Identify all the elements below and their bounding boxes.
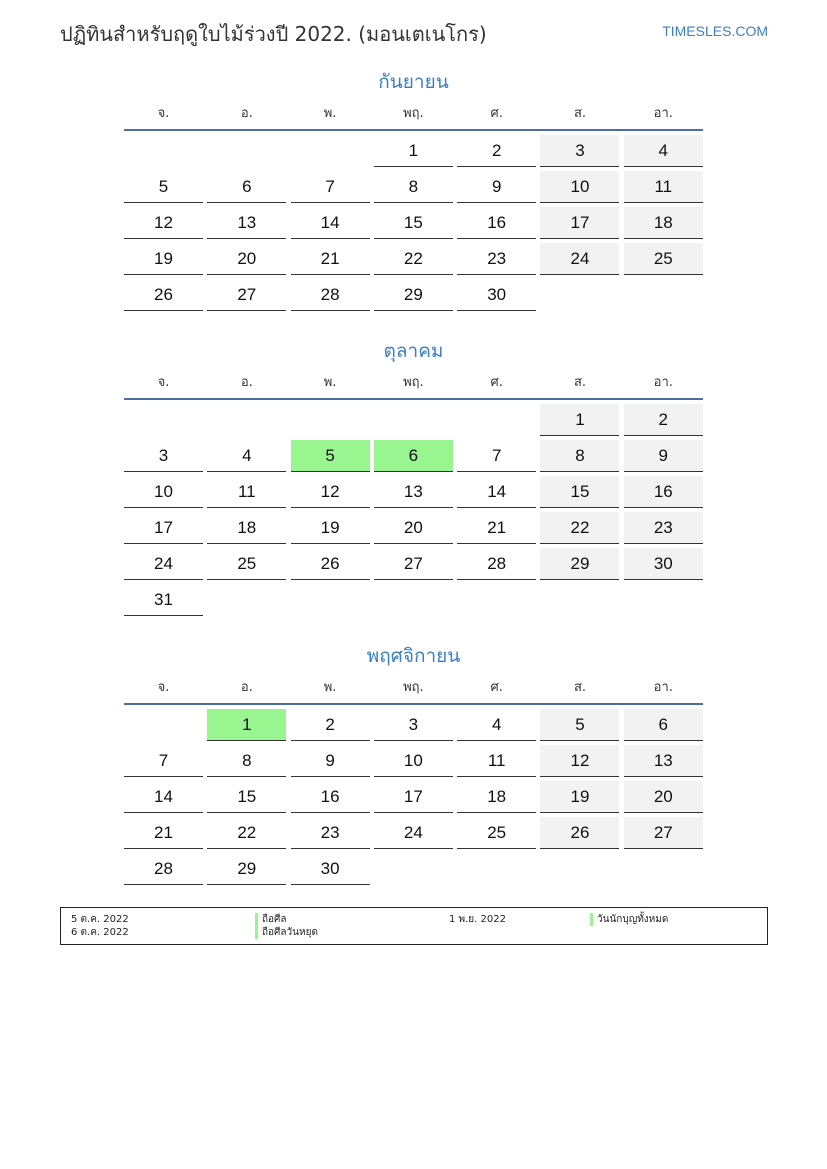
weekday-label: ส.	[573, 374, 587, 390]
weekday-label: พฤ.	[403, 679, 424, 695]
month-september	[124, 66, 703, 311]
day-cell: 31	[124, 584, 203, 616]
holiday-cell: 5	[291, 440, 370, 472]
legend-holiday-name: ถือศีลวันหยุด	[255, 926, 318, 939]
day-cell: 21	[457, 512, 536, 544]
day-cell: 11	[457, 745, 536, 777]
day-cell: 22	[374, 243, 453, 275]
legend-date: 5 ต.ค. 2022	[71, 914, 129, 925]
day-cell: 30	[624, 548, 703, 580]
weekday-label: อ.	[240, 105, 253, 121]
weekday-label: จ.	[157, 105, 170, 121]
day-cell: 3	[374, 709, 453, 741]
weekday-label: ศ.	[490, 374, 503, 390]
weekday-label: อา.	[653, 679, 673, 695]
legend-names-col-2	[590, 913, 668, 926]
legend-dates-col-2	[449, 913, 506, 926]
day-cell: 25	[457, 817, 536, 849]
empty-cell	[291, 404, 370, 436]
day-cell: 26	[124, 279, 203, 311]
holiday-legend	[60, 907, 768, 945]
day-cell: 7	[124, 745, 203, 777]
day-cell: 24	[124, 548, 203, 580]
day-cell: 28	[124, 853, 203, 885]
day-cell: 24	[374, 817, 453, 849]
day-cell: 4	[624, 135, 703, 167]
day-cell: 21	[124, 817, 203, 849]
month-title: ตุลาคม	[383, 340, 444, 362]
day-cell: 18	[207, 512, 286, 544]
day-cell: 17	[374, 781, 453, 813]
day-cell: 22	[540, 512, 619, 544]
weekday-label: พ.	[323, 374, 337, 390]
day-cell: 17	[124, 512, 203, 544]
legend-holiday-name: วันนักบุญทั้งหมด	[590, 913, 668, 926]
day-cell: 24	[540, 243, 619, 275]
day-cell: 1	[374, 135, 453, 167]
day-cell: 7	[291, 171, 370, 203]
weekday-label: จ.	[157, 374, 170, 390]
weekday-label: ศ.	[490, 105, 503, 121]
day-cell: 4	[457, 709, 536, 741]
month-october	[124, 335, 703, 616]
day-cell: 18	[624, 207, 703, 239]
day-cell: 13	[374, 476, 453, 508]
day-cell: 9	[457, 171, 536, 203]
day-cell: 28	[291, 279, 370, 311]
day-grid	[124, 404, 703, 616]
day-cell: 27	[207, 279, 286, 311]
day-cell: 3	[540, 135, 619, 167]
day-cell: 23	[624, 512, 703, 544]
day-cell: 23	[291, 817, 370, 849]
page-title: ปฏิทินสำหรับฤดูใบไม้ร่วงปี 2022. (มอนเตเนโกร)	[60, 22, 487, 46]
day-cell: 7	[457, 440, 536, 472]
day-cell: 25	[207, 548, 286, 580]
day-cell: 2	[457, 135, 536, 167]
day-cell: 30	[457, 279, 536, 311]
weekday-header	[124, 367, 703, 395]
day-cell: 16	[291, 781, 370, 813]
weekday-label: พฤ.	[403, 374, 424, 390]
day-cell: 9	[291, 745, 370, 777]
day-cell: 6	[624, 709, 703, 741]
day-cell: 29	[374, 279, 453, 311]
day-cell: 8	[540, 440, 619, 472]
day-cell: 27	[374, 548, 453, 580]
month-november	[124, 640, 703, 885]
day-cell: 26	[540, 817, 619, 849]
day-cell: 20	[624, 781, 703, 813]
weekday-label: จ.	[157, 679, 170, 695]
day-cell: 18	[457, 781, 536, 813]
day-cell: 19	[124, 243, 203, 275]
weekday-label: ศ.	[490, 679, 503, 695]
day-cell: 17	[540, 207, 619, 239]
legend-holiday-name: ถือศีล	[255, 913, 318, 926]
day-cell: 26	[291, 548, 370, 580]
day-cell: 11	[624, 171, 703, 203]
day-cell: 4	[207, 440, 286, 472]
weekday-label: พ.	[323, 105, 337, 121]
weekday-label: พ.	[323, 679, 337, 695]
weekday-header	[124, 98, 703, 126]
day-cell: 13	[207, 207, 286, 239]
weekday-header	[124, 672, 703, 700]
weekday-label: อ.	[240, 679, 253, 695]
weekday-label: อา.	[653, 105, 673, 121]
day-cell: 10	[124, 476, 203, 508]
day-cell: 12	[291, 476, 370, 508]
day-cell: 16	[624, 476, 703, 508]
day-cell: 19	[540, 781, 619, 813]
day-cell: 14	[124, 781, 203, 813]
weekday-label: ส.	[573, 679, 587, 695]
day-cell: 11	[207, 476, 286, 508]
header-divider	[124, 703, 703, 705]
day-cell: 30	[291, 853, 370, 885]
header-divider	[124, 129, 703, 131]
empty-cell	[124, 709, 203, 741]
day-cell: 14	[291, 207, 370, 239]
holiday-cell: 6	[374, 440, 453, 472]
day-cell: 23	[457, 243, 536, 275]
day-cell: 6	[207, 171, 286, 203]
empty-cell	[457, 404, 536, 436]
weekday-label: อา.	[653, 374, 673, 390]
day-cell: 10	[374, 745, 453, 777]
empty-cell	[207, 135, 286, 167]
brand-link[interactable]: TIMESLES.COM	[662, 23, 768, 39]
day-cell: 21	[291, 243, 370, 275]
day-cell: 20	[207, 243, 286, 275]
day-cell: 5	[124, 171, 203, 203]
month-title: กันยายน	[378, 71, 449, 93]
day-cell: 19	[291, 512, 370, 544]
weekday-label: อ.	[240, 374, 253, 390]
day-cell: 8	[207, 745, 286, 777]
day-cell: 9	[624, 440, 703, 472]
legend-names-col-1	[255, 913, 318, 939]
day-cell: 20	[374, 512, 453, 544]
day-cell: 1	[540, 404, 619, 436]
day-cell: 2	[624, 404, 703, 436]
day-cell: 13	[624, 745, 703, 777]
day-cell: 22	[207, 817, 286, 849]
day-cell: 14	[457, 476, 536, 508]
day-cell: 29	[540, 548, 619, 580]
empty-cell	[207, 404, 286, 436]
legend-dates-col-1	[71, 913, 129, 939]
header-divider	[124, 398, 703, 400]
day-cell: 5	[540, 709, 619, 741]
day-cell: 3	[124, 440, 203, 472]
day-cell: 29	[207, 853, 286, 885]
empty-cell	[374, 404, 453, 436]
day-cell: 16	[457, 207, 536, 239]
day-cell: 15	[207, 781, 286, 813]
day-cell: 28	[457, 548, 536, 580]
day-cell: 12	[124, 207, 203, 239]
empty-cell	[291, 135, 370, 167]
day-cell: 27	[624, 817, 703, 849]
day-cell: 12	[540, 745, 619, 777]
legend-date: 6 ต.ค. 2022	[71, 927, 129, 938]
weekday-label: ส.	[573, 105, 587, 121]
empty-cell	[124, 404, 203, 436]
empty-cell	[124, 135, 203, 167]
day-cell: 10	[540, 171, 619, 203]
legend-date: 1 พ.ย. 2022	[449, 914, 506, 925]
day-cell: 15	[374, 207, 453, 239]
month-title: พฤศจิกายน	[366, 645, 461, 667]
day-grid	[124, 135, 703, 311]
day-cell: 2	[291, 709, 370, 741]
day-cell: 8	[374, 171, 453, 203]
holiday-cell: 1	[207, 709, 286, 741]
day-cell: 25	[624, 243, 703, 275]
day-grid	[124, 709, 703, 885]
day-cell: 15	[540, 476, 619, 508]
weekday-label: พฤ.	[403, 105, 424, 121]
